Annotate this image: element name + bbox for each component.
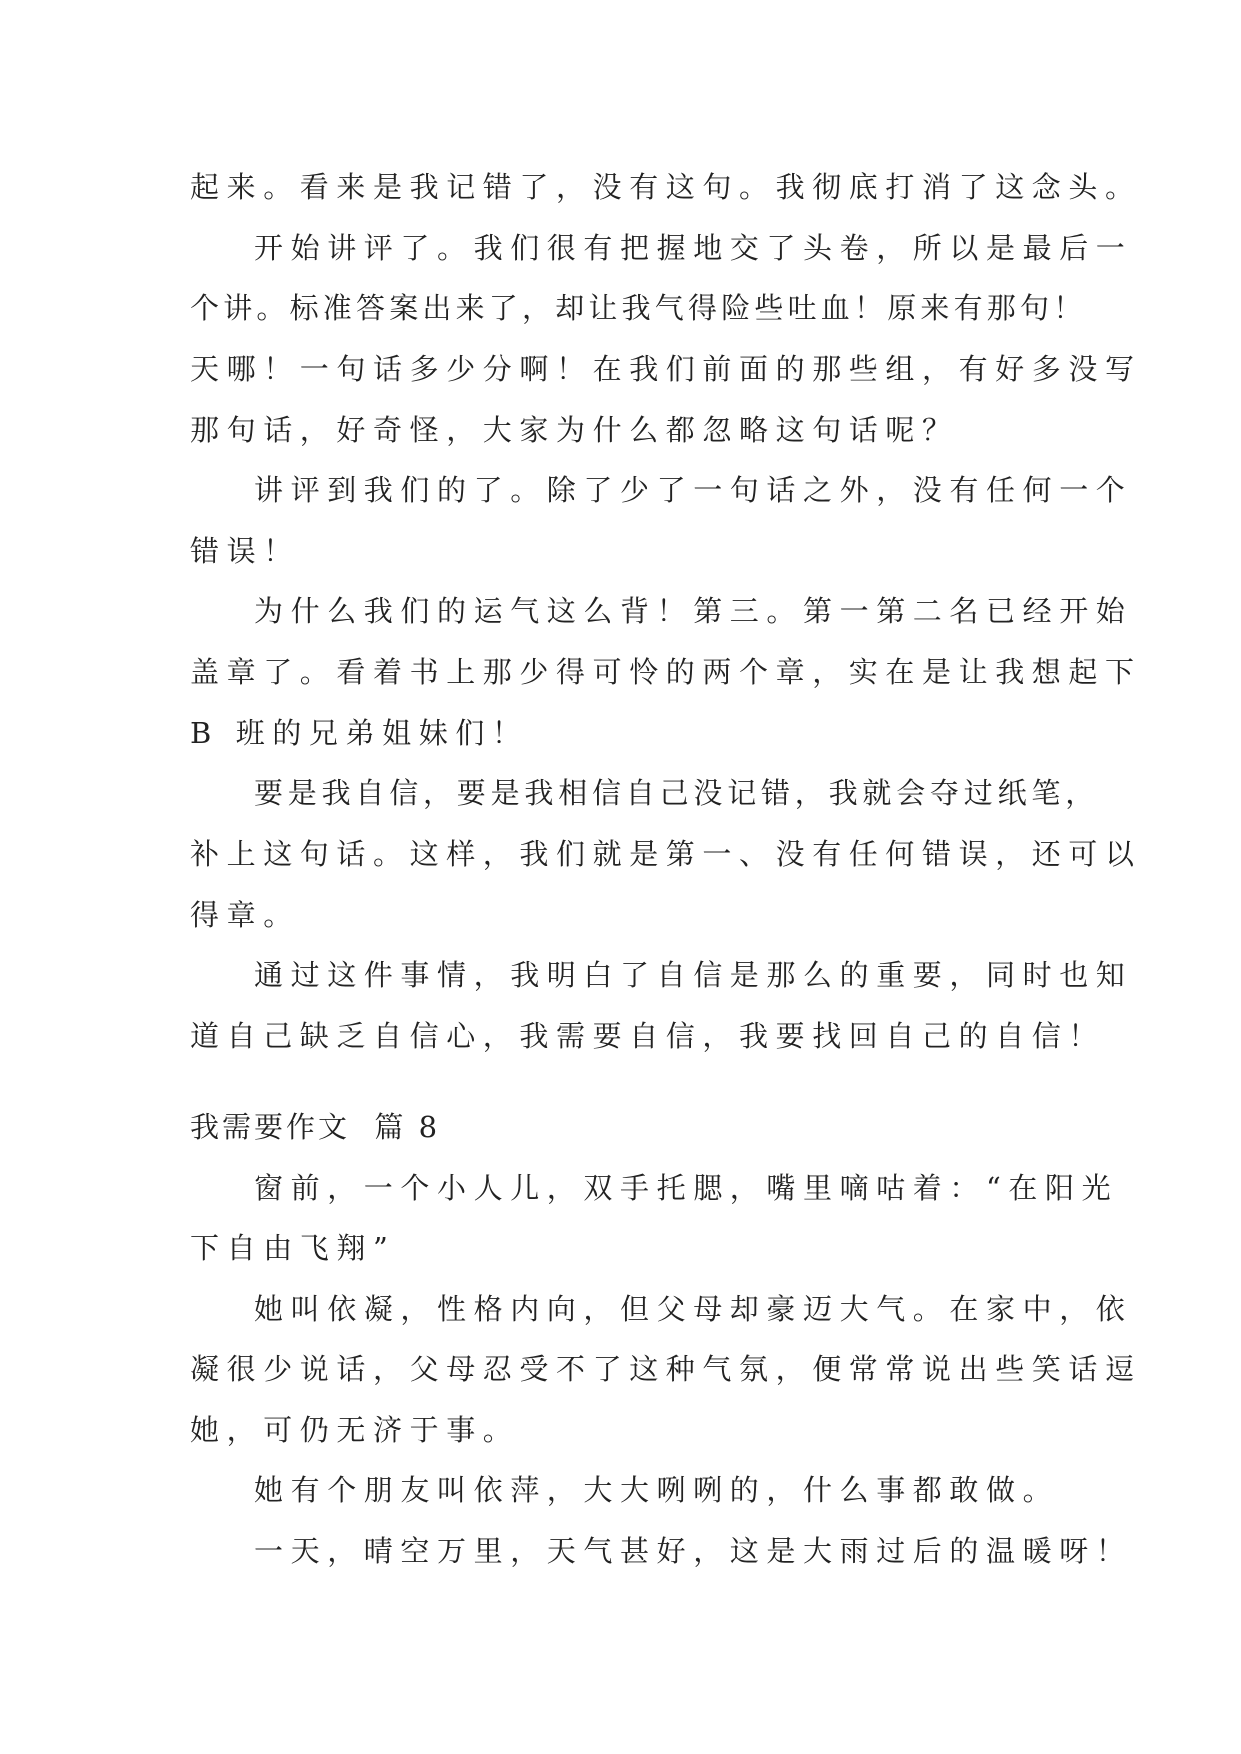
text-line: 她，可仍无济于事。 [190, 1413, 520, 1447]
paragraph-start-line: 开始讲评了。我们很有把握地交了头卷，所以是最后一 [254, 231, 1133, 265]
paragraph-start-line: 讲评到我们的了。除了少了一句话之外，没有任何一个 [254, 473, 1133, 507]
text-line: 天哪！一句话多少分啊！在我们前面的那些组，有好多没写 [190, 352, 1142, 386]
text-line: 道自己缺乏自信心，我需要自信，我要找回自己的自信！ [190, 1019, 1106, 1053]
paragraph-start-line: 一天，晴空万里，天气甚好，这是大雨过后的温暖呀！ [254, 1534, 1133, 1568]
text-line: 凝很少说话，父母忍受不了这种气氛，便常常说出些笑话逗 [190, 1352, 1142, 1386]
paragraph-start-line: 为什么我们的运气这么背！第三。第一第二名已经开始 [254, 594, 1133, 628]
paragraph-start-line: 要是我自信，要是我相信自己没记错，我就会夺过纸笔， [254, 776, 1100, 810]
text-line: 得章。 [190, 898, 300, 932]
text-line: B 班的兄弟姐妹们！ [190, 716, 529, 750]
text-line: 下自由飞翔” [190, 1231, 396, 1265]
text-line: 补上这句话。这样，我们就是第一、没有任何错误，还可以 [190, 837, 1142, 871]
paragraph-start-line: 通过这件事情，我明白了自信是那么的重要，同时也知 [254, 958, 1133, 992]
section-heading: 我需要作文 篇 8 [190, 1110, 441, 1144]
paragraph-start-line: 她叫依凝，性格内向，但父母却豪迈大气。在家中，依 [254, 1292, 1133, 1326]
text-line: 错误！ [190, 534, 300, 568]
paragraph-start-line: 她有个朋友叫依萍，大大咧咧的，什么事都敢做。 [254, 1473, 1060, 1507]
text-line: 起来。看来是我记错了，没有这句。我彻底打消了这念头。 [190, 170, 1142, 204]
text-line: 个讲。标准答案出来了，却让我气得险些吐血！原来有那句！ [190, 291, 1087, 325]
text-line: 那句话，好奇怪，大家为什么都忽略这句话呢？ [190, 413, 959, 447]
text-line: 盖章了。看着书上那少得可怜的两个章，实在是让我想起下 [190, 655, 1142, 689]
paragraph-start-line: 窗前，一个小人儿，双手托腮，嘴里嘀咕着：“在阳光 [254, 1171, 1119, 1205]
